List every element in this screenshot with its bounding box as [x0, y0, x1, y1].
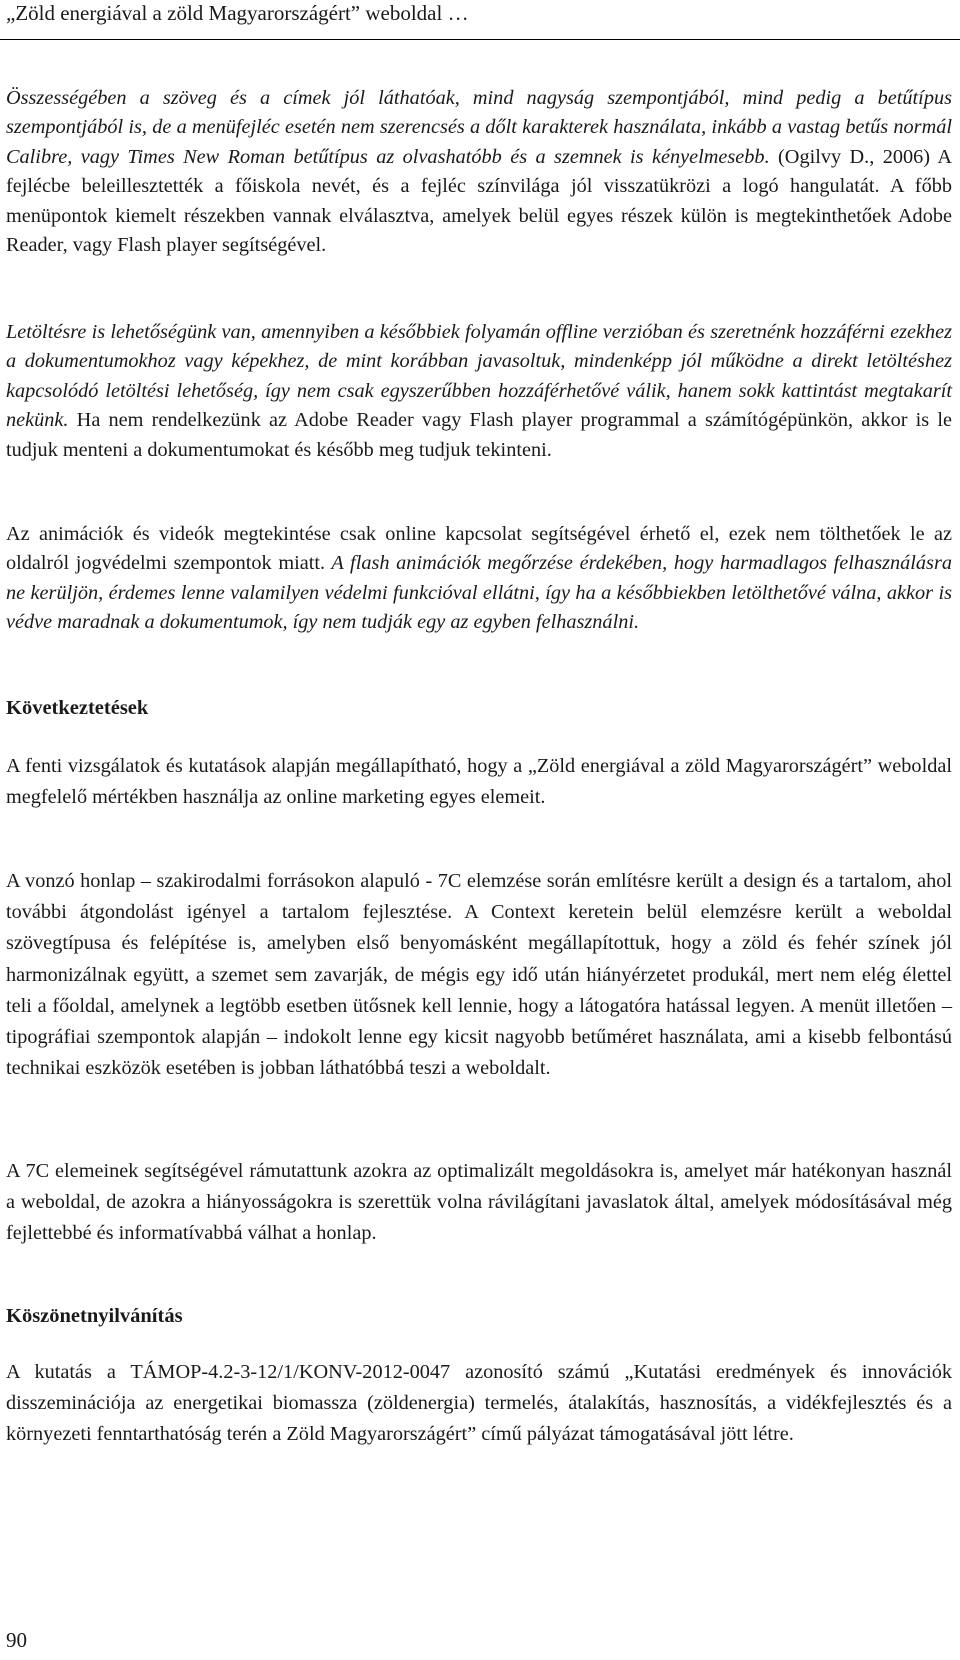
- paragraph-conclusions-1: A fenti vizsgálatok és kutatások alapján megállapítható, hogy a „Zöld energiával a zöld Magyarországért” weboldal megfelelő mértékben használja az online marketing egyes elemeit.: [6, 755, 952, 809]
- paragraph-normal-part: (Ogilvy D., 2006) A fejlécbe beleillesztették a főiskola nevét, és a fejléc színvilága jól visszatükrözi a logó hangulatát. A főbb menüpontok kiemelt részekben vannak elválasztva, amelyek belül egyes részek külön is megtekinthetőek Adobe Reader, vagy Flash player segítségével.: [6, 145, 952, 257]
- paragraph-design-evaluation: [6, 84, 952, 260]
- paragraph-italic-part: A flash animációk megőrzése érdekében, hogy harmadlagos felhasználásra ne kerüljön, érdemes lenne valamilyen védelmi funkcióval ellátni, így ha a későbbiekben letölthetővé válna, akkor is védve maradnak a dokumentumok, így nem tudják egy az egyben felhasználni.: [6, 552, 952, 634]
- heading-acknowledgements: Köszönetnyilvánítás: [6, 1305, 183, 1327]
- page-number: 90: [6, 1628, 27, 1652]
- paragraph-italic-part: Letöltésre is lehetőségünk van, amennyiben a későbbiek folyamán offline verzióban és szeretnénk hozzáférni ezekhez a dokumentumokhoz vagy képekhez, de mint korábban javasoltuk, mindenképp jól működne a direkt letöltéshez kapcsolódó letöltési lehetőség, így nem csak egyszerűbben hozzáférhetővé válik, hanem sokk kattintást megtakarít nekünk.: [6, 321, 952, 432]
- heading-conclusions: Következtetések: [6, 697, 149, 719]
- paragraph-download-options: [6, 318, 952, 465]
- running-header-title: „Zöld energiával a zöld Magyarországért” weboldal …: [6, 1, 469, 25]
- paragraph-conclusions-2: A vonzó honlap – szakirodalmi forrásokon alapuló - 7C elemzése során említésre került a design és a tartalom, ahol további átgondolást igényel a tartalom fejlesztése. A Context keretein belül elemzésre került a weboldal szövegtípusa és felépítése is, amelyben első benyomásként megállapítottuk, hogy a zöld és fehér színek jól harmonizálnak együtt, a szemet sem zavarják, de mégis egy idő után hiányérzetet produkál, mert nem elég élettel teli a főoldal, amelynek a legtöbb esetben ütősnek kell lennie, hogy a látogatóra hatással legyen. A menüt illetően – tipográfiai szempontok alapján – indokolt lenne egy kicsit nagyobb betűméret használata, ami a kisebb felbontású technikai eszközök esetében is jobban láthatóbbá teszi a weboldalt.: [6, 870, 952, 1080]
- paragraph-animations: [6, 520, 952, 638]
- paragraph-normal-part: Ha nem rendelkezünk az Adobe Reader vagy Flash player programmal a számítógépünkön, akkor is le tudjuk menteni a dokumentumokat és később meg tudjuk tekinteni.: [6, 409, 952, 461]
- paragraph-acknowledgements: A kutatás a TÁMOP-4.2-3-12/1/KONV-2012-0047 azonosító számú „Kutatási eredmények és innovációk disszeminációja az energetikai biomassza (zöldenergia) termelés, átalakítás, hasznosítás, a vidékfejlesztés és a környezeti fenntarthatóság terén a Zöld Magyarországért” című pályázat támogatásával jött létre.: [6, 1361, 952, 1446]
- running-header: [6, 0, 954, 27]
- header-divider: [0, 39, 960, 40]
- paragraph-italic-part: Összességében a szöveg és a címek jól láthatóak, mind nagyság szempontjából, mind pedig a betűtípus szempontjából is, de a menüfejléc esetén nem szerencsés a dőlt karakterek használata, inkább a vastag betűs normál Calibre, vagy Times New Roman betűtípus az olvashatóbb és a szemnek is kényelmesebb.: [6, 87, 952, 168]
- paragraph-conclusions-3: A 7C elemeinek segítségével rámutattunk azokra az optimalizált megoldásokra is, amelyet már hatékonyan használ a weboldal, de azokra a hiányosságokra is szerettük volna rávilágítani javaslatok által, amelyek módosításával még fejlettebbé és informatívabbá válhat a honlap.: [6, 1160, 952, 1245]
- paragraph-normal-part: Az animációk és videók megtekintése csak online kapcsolat segítségével érhető el, ezek nem tölthetőek le az oldalról jogvédelmi szempontok miatt.: [6, 523, 952, 575]
